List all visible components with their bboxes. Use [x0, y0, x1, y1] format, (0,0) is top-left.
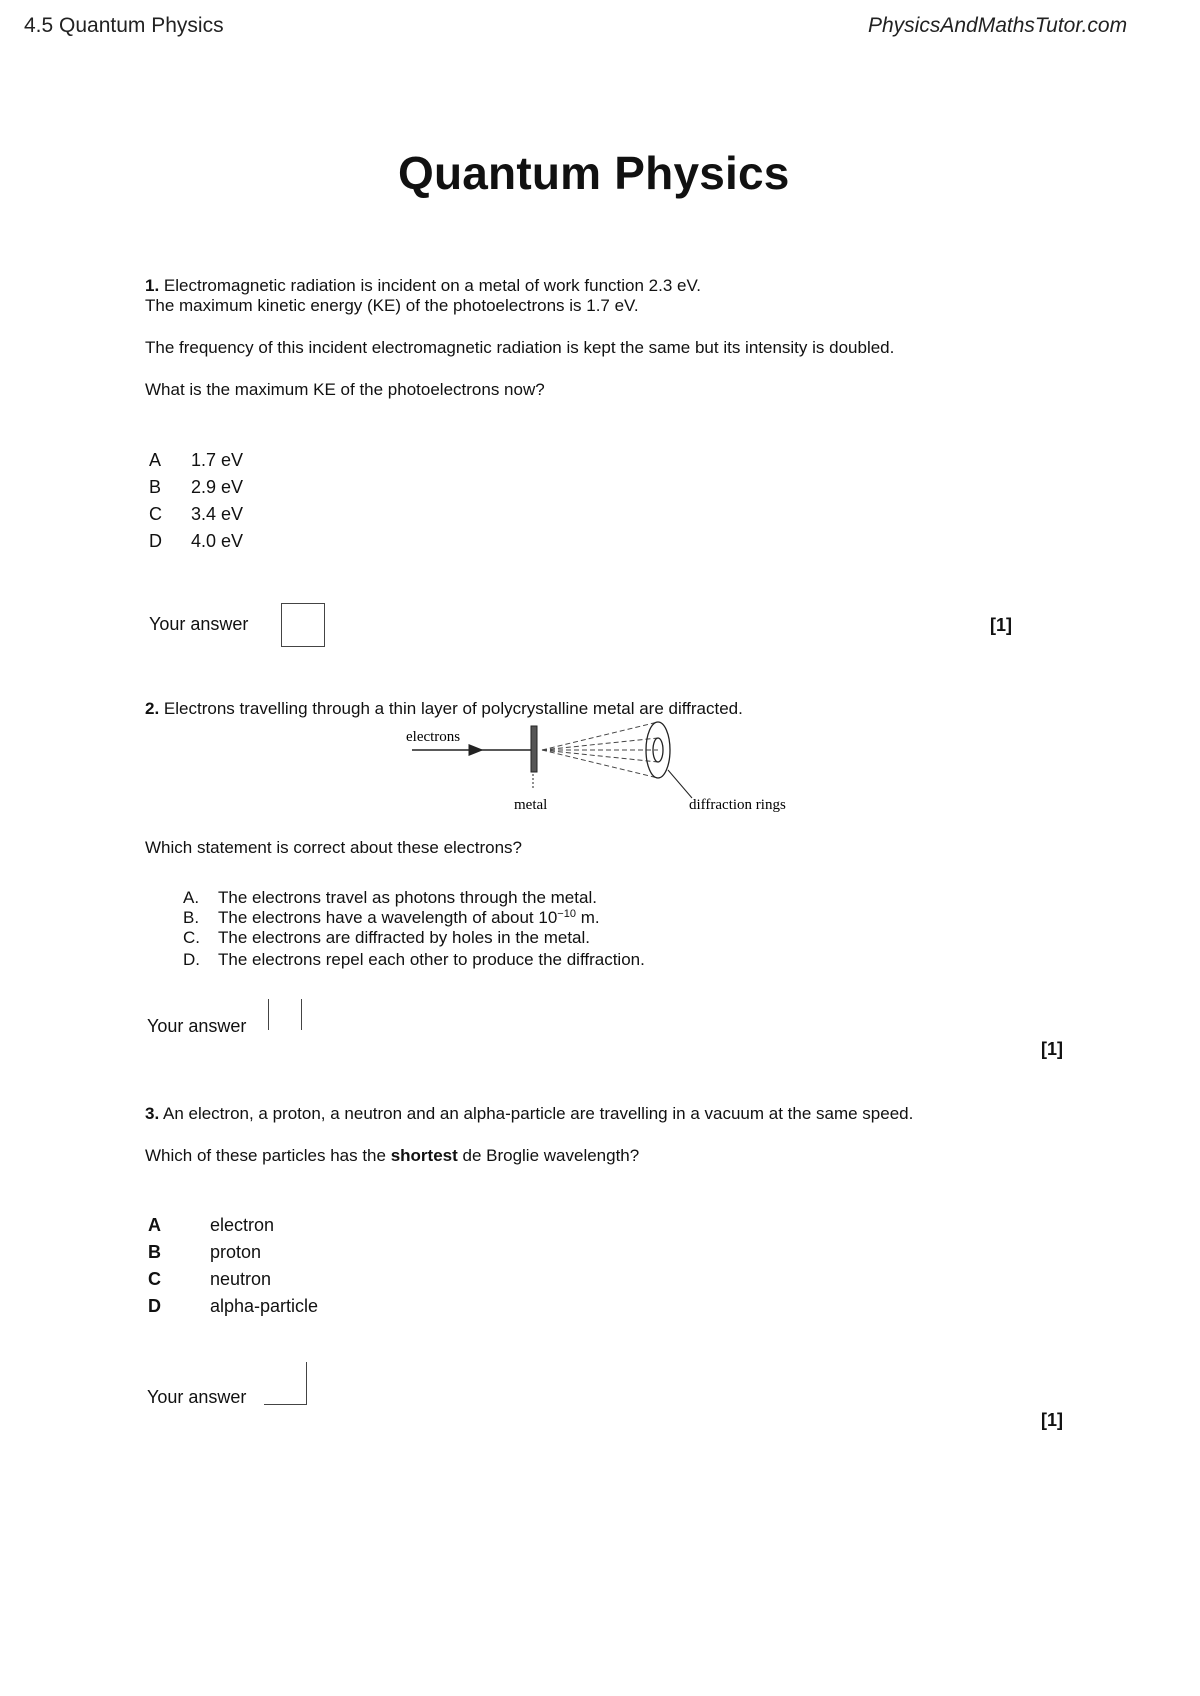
rings-pointer — [668, 770, 692, 798]
q2-option-c-letter: C. — [183, 928, 200, 947]
q1-line1-text: Electromagnetic radiation is incident on a metal of work function 2.3 eV. — [163, 276, 701, 295]
q3-answer-label: Your answer — [147, 1387, 247, 1407]
q3-question-pre: Which of these particles has the — [145, 1146, 391, 1165]
header-left: 4.5 Quantum Physics — [24, 14, 224, 37]
q2-option-d-text: The electrons repel each other to produce the diffraction. — [218, 950, 645, 969]
q3-option-c-letter: C — [148, 1269, 161, 1289]
q3-question — [145, 1146, 639, 1166]
q1-option-a-text: 1.7 eV — [191, 450, 244, 470]
q3-option-b-text: proton — [210, 1242, 262, 1262]
diagram-label-rings: diffraction rings — [689, 797, 786, 813]
q1-option-d-text: 4.0 eV — [191, 531, 244, 551]
q2-option-b-pre: The electrons have a wavelength of about 10 — [218, 908, 558, 927]
diffraction-diagram — [400, 718, 820, 818]
q1-question: What is the maximum KE of the photoelectrons now? — [145, 380, 545, 399]
q2-number: 2. — [145, 699, 160, 718]
q3-option-d-letter: D — [148, 1296, 161, 1316]
q3-question-post: de Broglie wavelength? — [457, 1146, 640, 1165]
q3-marks: [1] — [1041, 1410, 1063, 1430]
q1-answer-box[interactable] — [281, 603, 325, 647]
q2-answer-label: Your answer — [147, 1016, 247, 1036]
header-right: PhysicsAndMathsTutor.com — [868, 14, 1128, 37]
page-title: Quantum Physics — [398, 147, 790, 199]
q2-option-a-text: The electrons travel as photons through the metal. — [218, 888, 597, 907]
q3-option-d-text: alpha-particle — [210, 1296, 319, 1316]
diagram-label-metal: metal — [514, 797, 548, 813]
q1-option-c-letter: C — [149, 504, 162, 524]
q1-line2: The maximum kinetic energy (KE) of the photoelectrons is 1.7 eV. — [145, 296, 639, 315]
q2-question: Which statement is correct about these electrons? — [145, 838, 523, 857]
q1-option-c-text: 3.4 eV — [191, 504, 244, 524]
q2-option-b-letter: B. — [183, 908, 200, 927]
q3-line1 — [145, 1104, 913, 1124]
q3-option-b-letter: B — [148, 1242, 161, 1262]
q3-line1-text: An electron, a proton, a neutron and an alpha-particle are travelling in a vacuum at the same speed. — [162, 1104, 914, 1123]
q2-answer-box[interactable] — [268, 999, 302, 1030]
q1-line1 — [145, 276, 701, 296]
diffraction-cone — [542, 722, 658, 778]
q2-option-b-post: m. — [575, 908, 600, 927]
q2-option-a-letter: A. — [183, 888, 200, 907]
q1-option-d-letter: D — [149, 531, 162, 551]
q2-option-b-text — [218, 908, 600, 928]
q2-option-b-exponent: −10 — [557, 908, 576, 920]
metal-foil — [531, 726, 537, 772]
q3-option-a-text: electron — [210, 1215, 275, 1235]
q2-option-d-letter: D. — [183, 950, 200, 969]
q1-number: 1. — [145, 276, 160, 295]
q3-option-c-text: neutron — [210, 1269, 272, 1289]
q1-option-b-letter: B — [149, 477, 162, 497]
q3-question-bold: shortest — [390, 1146, 458, 1165]
q1-line3: The frequency of this incident electromagnetic radiation is kept the same but its intensity is doubled. — [145, 338, 895, 357]
diagram-label-electrons: electrons — [406, 729, 461, 745]
q2-marks: [1] — [1041, 1039, 1063, 1059]
q3-option-a-letter: A — [148, 1215, 161, 1235]
q3-number: 3. — [145, 1104, 160, 1123]
q2-line1 — [145, 699, 743, 719]
q2-line1-text: Electrons travelling through a thin layer of polycrystalline metal are diffracted. — [163, 699, 743, 718]
q2-option-c-text: The electrons are diffracted by holes in the metal. — [218, 928, 590, 947]
q1-answer-label: Your answer — [149, 614, 249, 634]
q1-option-a-letter: A — [149, 450, 162, 470]
q3-answer-box[interactable] — [264, 1362, 307, 1405]
q1-option-b-text: 2.9 eV — [191, 477, 244, 497]
q1-marks: [1] — [990, 615, 1012, 635]
